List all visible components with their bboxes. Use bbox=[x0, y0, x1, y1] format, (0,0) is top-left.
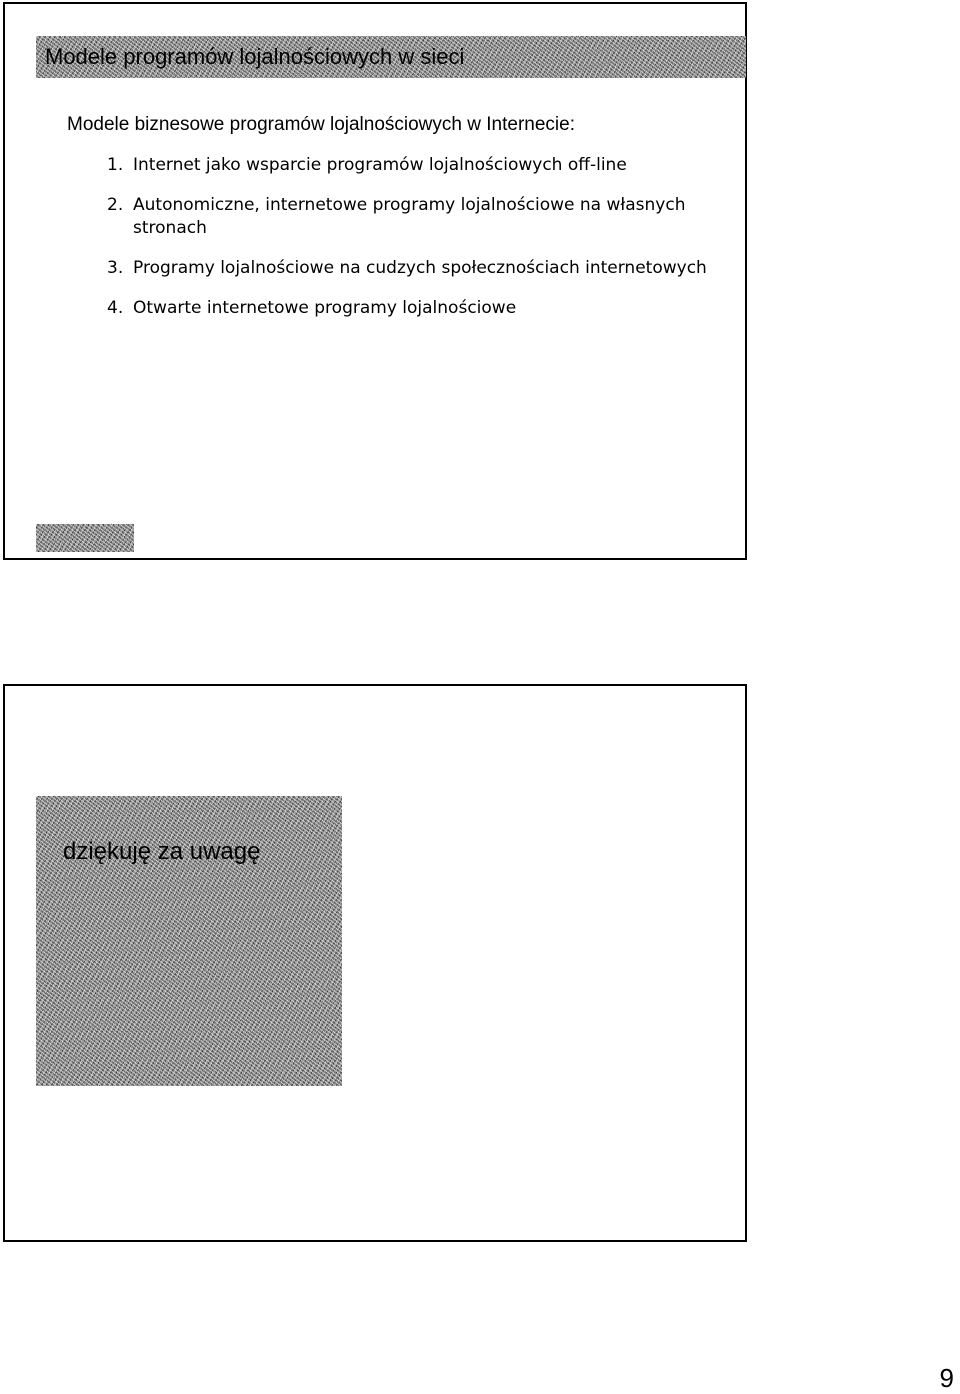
list-item-number: 3. bbox=[107, 258, 124, 278]
thanks-text: dziękuję za uwagę bbox=[63, 838, 261, 865]
list-item-number: 2. bbox=[107, 195, 124, 215]
footer-decoration bbox=[36, 524, 134, 552]
list-item-number: 1. bbox=[107, 155, 124, 175]
intro-text: Modele biznesowe programów lojalnościowych w Internecie: bbox=[67, 114, 575, 135]
slide-title: Modele programów lojalnościowych w sieci bbox=[45, 44, 465, 69]
slide-2 bbox=[3, 684, 747, 1242]
slide-1 bbox=[3, 2, 747, 560]
page-number: 9 bbox=[939, 1363, 954, 1393]
title-bar bbox=[36, 36, 746, 78]
list-item bbox=[107, 297, 707, 320]
models-list bbox=[107, 154, 707, 337]
list-item-text: Programy lojalnościowe na cudzych społecznościach internetowych bbox=[133, 258, 707, 278]
list-item bbox=[107, 257, 707, 280]
list-item-text: Internet jako wsparcie programów lojalnościowych off-line bbox=[133, 155, 627, 175]
list-item bbox=[107, 194, 707, 240]
list-item bbox=[107, 154, 707, 177]
list-item-text: Otwarte internetowe programy lojalnościowe bbox=[133, 298, 517, 318]
list-item-number: 4. bbox=[107, 298, 124, 318]
list-item-text: Autonomiczne, internetowe programy lojalnościowe na własnych stronach bbox=[133, 195, 686, 238]
